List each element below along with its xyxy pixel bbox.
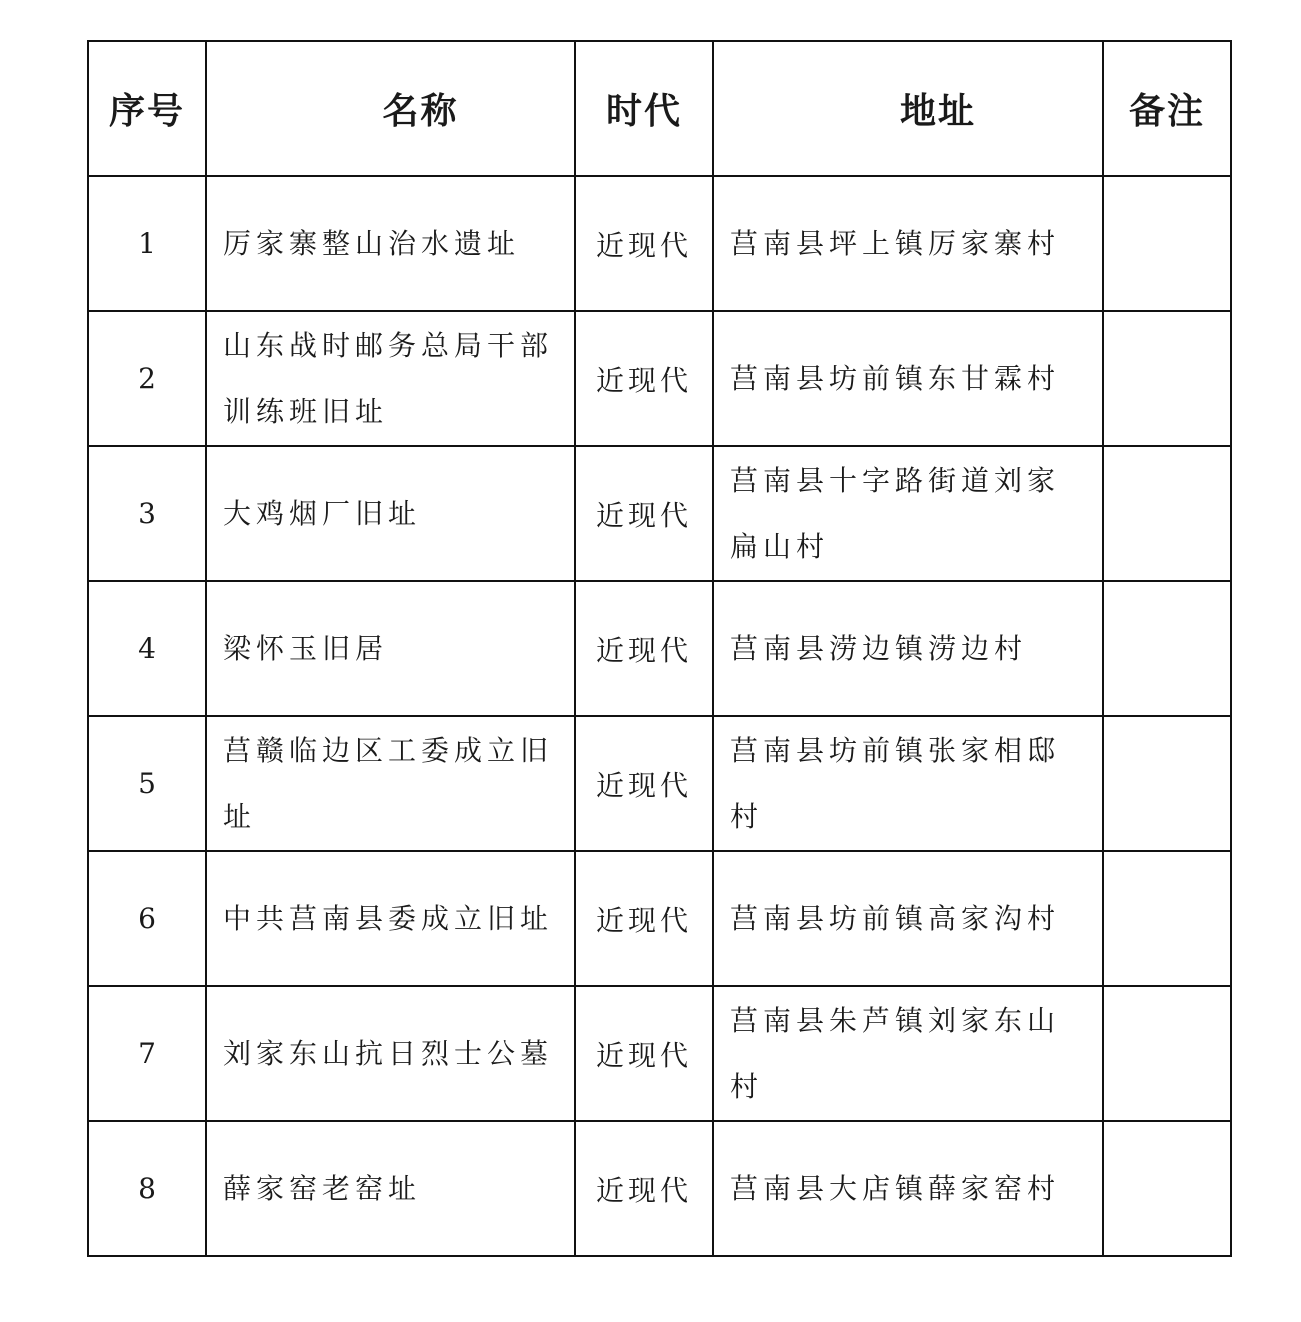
cell-name: 莒赣临边区工委成立旧址: [206, 716, 575, 851]
cell-address: 莒南县坪上镇厉家寨村: [713, 176, 1103, 311]
cell-note: [1103, 581, 1231, 716]
table-row: [88, 716, 1231, 851]
table-header-row: [88, 41, 1231, 176]
cell-name: 中共莒南县委成立旧址: [206, 851, 575, 986]
cell-number: 3: [88, 446, 206, 581]
header-era: 时代: [575, 41, 713, 176]
cell-era: 近现代: [575, 851, 713, 986]
cell-note: [1103, 446, 1231, 581]
cell-number: 1: [88, 176, 206, 311]
header-name: 名称: [206, 41, 575, 176]
cell-era: 近现代: [575, 311, 713, 446]
header-note: 备注: [1103, 41, 1231, 176]
table-row: [88, 311, 1231, 446]
heritage-sites-table: [87, 40, 1232, 1257]
cell-name: 大鸡烟厂旧址: [206, 446, 575, 581]
cell-note: [1103, 851, 1231, 986]
cell-number: 5: [88, 716, 206, 851]
cell-note: [1103, 176, 1231, 311]
table-row: [88, 986, 1231, 1121]
cell-number: 4: [88, 581, 206, 716]
cell-address: 莒南县坊前镇高家沟村: [713, 851, 1103, 986]
cell-number: 8: [88, 1121, 206, 1256]
header-number: 序号: [88, 41, 206, 176]
table-row: [88, 1121, 1231, 1256]
cell-address: 莒南县坊前镇张家相邸村: [713, 716, 1103, 851]
cell-name: 薛家窑老窑址: [206, 1121, 575, 1256]
cell-note: [1103, 716, 1231, 851]
cell-address: 莒南县朱芦镇刘家东山村: [713, 986, 1103, 1121]
header-address: 地址: [713, 41, 1103, 176]
cell-note: [1103, 986, 1231, 1121]
cell-era: 近现代: [575, 986, 713, 1121]
cell-name: 山东战时邮务总局干部训练班旧址: [206, 311, 575, 446]
cell-name: 梁怀玉旧居: [206, 581, 575, 716]
cell-era: 近现代: [575, 581, 713, 716]
cell-era: 近现代: [575, 446, 713, 581]
cell-era: 近现代: [575, 716, 713, 851]
table-row: [88, 446, 1231, 581]
heritage-table-container: [87, 40, 1232, 1257]
cell-name: 厉家寨整山治水遗址: [206, 176, 575, 311]
cell-address: 莒南县涝边镇涝边村: [713, 581, 1103, 716]
cell-number: 7: [88, 986, 206, 1121]
cell-note: [1103, 1121, 1231, 1256]
cell-number: 6: [88, 851, 206, 986]
cell-name: 刘家东山抗日烈士公墓: [206, 986, 575, 1121]
table-row: [88, 176, 1231, 311]
cell-number: 2: [88, 311, 206, 446]
table-row: [88, 581, 1231, 716]
cell-address: 莒南县大店镇薛家窑村: [713, 1121, 1103, 1256]
cell-address: 莒南县坊前镇东甘霖村: [713, 311, 1103, 446]
cell-address: 莒南县十字路街道刘家扁山村: [713, 446, 1103, 581]
cell-era: 近现代: [575, 176, 713, 311]
cell-era: 近现代: [575, 1121, 713, 1256]
table-row: [88, 851, 1231, 986]
cell-note: [1103, 311, 1231, 446]
